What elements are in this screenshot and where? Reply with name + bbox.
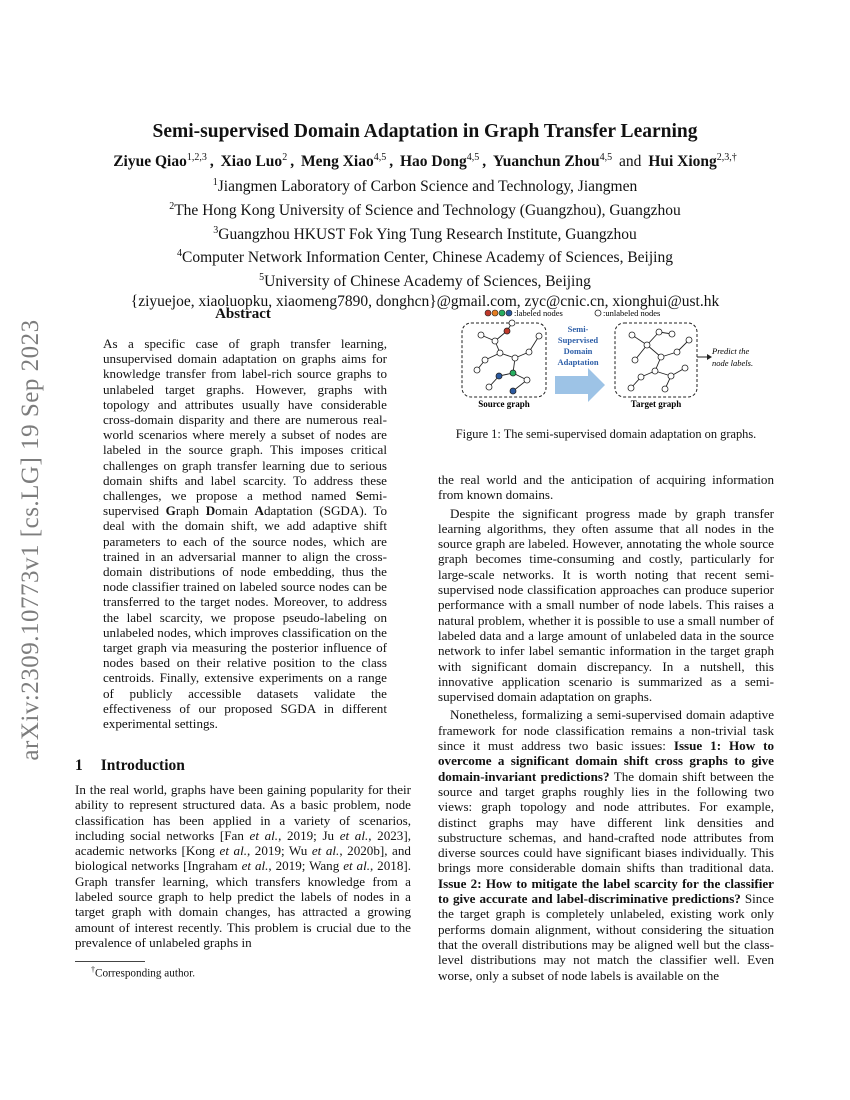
svg-text:Adaptation: Adaptation — [557, 357, 599, 367]
paper-title: Semi-supervised Domain Adaptation in Graph Transfer Learning — [152, 121, 698, 142]
affiliation: $^5$University of Chinese Academy of Sciences, Beijing — [259, 272, 591, 291]
author-conjunction: and — [619, 153, 642, 171]
predict-label — [711, 346, 753, 368]
affiliation: $^1$Jiangmen Laboratory of Carbon Science and Technology, Jiangmen — [212, 177, 638, 196]
svg-text:Predict the: Predict the — [712, 346, 750, 356]
target-graph-label: Target graph — [630, 399, 682, 409]
source-graph-label: Source graph — [478, 399, 530, 409]
paragraph: Nonetheless, formalizing a semi-supervised domain adaptive framework for node classification remains a non-trivial task since it must address two basic issues: Issue 1: How to overcome a significant domain shift cross graphs to give domain-invariant predictions? The domain shift between the source and target graphs roughly lies in the following two views: graph topology and node attributes. For example, distinct graphs may have different link densities and substructure schemas, and hand-crafted node attributes from diverse sources could have significant biases individually. This brings more considerable domain shifts than traditional data. Issue 2: How to mitigate the label scarcity for the classifier to give accurate and label-discriminative predictions? Since the target graph is completely unlabeled, existing work only performs domain alignment, without considering the situation that the overall distributions may be aligned well but the class-level distributions may not match the classifier well. Even worse, only a subset of node labels is available on the — [438, 707, 774, 983]
legend-unlabeled-node-icon — [595, 310, 601, 316]
target-graph-edges — [631, 332, 689, 389]
source-graph-box — [462, 323, 546, 397]
footnote-divider — [75, 961, 145, 962]
legend-orange-node-icon — [492, 310, 498, 316]
footnote: †Corresponding author. — [91, 965, 196, 980]
svg-text:Semi-: Semi- — [567, 324, 589, 334]
legend-labeled-text: :labeled nodes — [514, 308, 563, 318]
abstract-text: As a specific case of graph transfer learning, unsupervised domain adaptation on graphs aims for knowledge transfer from label-rich source graphs to unlabeled target graphs. However, graphs with topology and attributes usually have considerable cross-domain disparity and there are numerous real-world scenarios where merely a subset of nodes are labeled in the source graph. This imposes critical challenges on graph transfer learning due to serious domain shifts and label scarcity. To address these challenges, we propose a method named Semi-supervised Graph Domain Adaptation (SGDA). To deal with the domain shift, we add adaptive shift parameters to each of the source nodes, which are trained in an adversarial manner to align the cross-domain distributions of node embedding, thus the node classifier trained on labeled source nodes can be transferred to the target nodes. Moreover, to address the label scarcity, we propose pseudo-labeling on unlabeled nodes, which improves classification on the target graph via measuring the posterior influence of nodes based on their relative position to the class centroids. Finally, extensive experiments on a range of publicly accessible datasets validate the effectiveness of our proposed SGDA in different experimental settings. — [103, 336, 387, 732]
author: Meng Xiao$^{4,5}$ — [300, 152, 387, 171]
paragraph: the real world and the anticipation of acquiring information from known domains. — [438, 472, 774, 503]
author: Hao Dong$^{4,5}$ — [399, 152, 480, 171]
adaptation-arrow-icon — [555, 368, 605, 402]
abstract-heading: Abstract — [215, 306, 271, 322]
arxiv-identifier: arXiv:2309.10773v1 [cs.LG] 19 Sep 2023 — [17, 319, 44, 761]
author-emails: {ziyuejoe, xiaoluopku, xiaomeng7890, donghcn}@gmail.com, zyc@cnic.cn, xionghui@ust.hk — [130, 292, 720, 310]
figure-1-caption: Figure 1: The semi-supervised domain adaptation on graphs. — [455, 427, 757, 441]
legend-red-node-icon — [485, 310, 491, 316]
source-graph-nodes — [474, 320, 542, 394]
author: Hui Xiong$^{2,3,\dagger}$ — [648, 152, 737, 171]
right-column-text — [438, 472, 774, 983]
legend-blue-node-icon — [506, 310, 512, 316]
introduction-paragraph: In the real world, graphs have been gaining popularity for their ability to represent structured data. As a basic problem, node classification has been applied in a variety of scenarios, including social networks [Fan et al., 2019; Ju et al., 2023], academic networks [Kong et al., 2019; Wu et al., 2020b], and biological networks [Ingraham et al., 2019; Wang et al., 2018]. Graph transfer learning, which transfers knowledge from a labeled source graph to help predict the labels of nodes in a target graph with domain changes, has attracted a growing amount of interest recently. This problem is crucial due to the prevalence of unlabeled graphs in — [75, 782, 411, 950]
svg-text:Domain: Domain — [563, 346, 593, 356]
author-list: Ziyue Qiao$^{1,2,3}$ , Xiao Luo$^2$ , Meng Xiao$^{4,5}$ , Hao Dong$^{4,5}$ , Yuanchun Zhou$^{4,5}$ and Hui Xiong$^{2,3,\dagger}$ — [113, 152, 737, 171]
author: Xiao Luo$^2$ — [220, 152, 288, 171]
affiliation: $^4$Computer Network Information Center, Chinese Academy of Sciences, Beijing — [177, 248, 673, 267]
author: Yuanchun Zhou$^{4,5}$ — [492, 152, 613, 171]
paragraph: Despite the significant progress made by graph transfer learning algorithms, they often assume that all nodes in the source graph are labeled. However, annotating the whole source graph becomes time-consuming and costly, particularly for large-scale networks. It is worth noting that recent semi-supervised node classification approaches can produce superior performance with a small number of node labels. This raises a natural problem, whether it is possible to use a small number of labeled data and a large amount of unlabeled data in the source network to infer label semantic information in the target graph with significant domain discrepancy. In a nutshell, this innovative application scenario is summarized as a semi-supervised domain adaptation on graphs. — [438, 505, 774, 705]
author: Ziyue Qiao$^{1,2,3}$ — [113, 152, 207, 171]
target-graph-box — [615, 323, 697, 397]
arrow-label — [557, 324, 598, 367]
legend-green-node-icon — [499, 310, 505, 316]
svg-text:Supervised: Supervised — [557, 335, 599, 345]
affiliation: $^3$Guangzhou HKUST Fok Ying Tung Research Institute, Guangzhou — [213, 224, 637, 243]
affiliations — [0, 173, 850, 311]
affiliation: $^2$The Hong Kong University of Science and Technology (Guangzhou), Guangzhou — [169, 200, 681, 219]
legend-unlabeled-text: :unlabeled nodes — [603, 308, 661, 318]
figure-1-diagram — [455, 303, 775, 421]
section-heading-introduction: 1 Introduction — [75, 757, 185, 774]
svg-text:node labels.: node labels. — [712, 358, 754, 368]
